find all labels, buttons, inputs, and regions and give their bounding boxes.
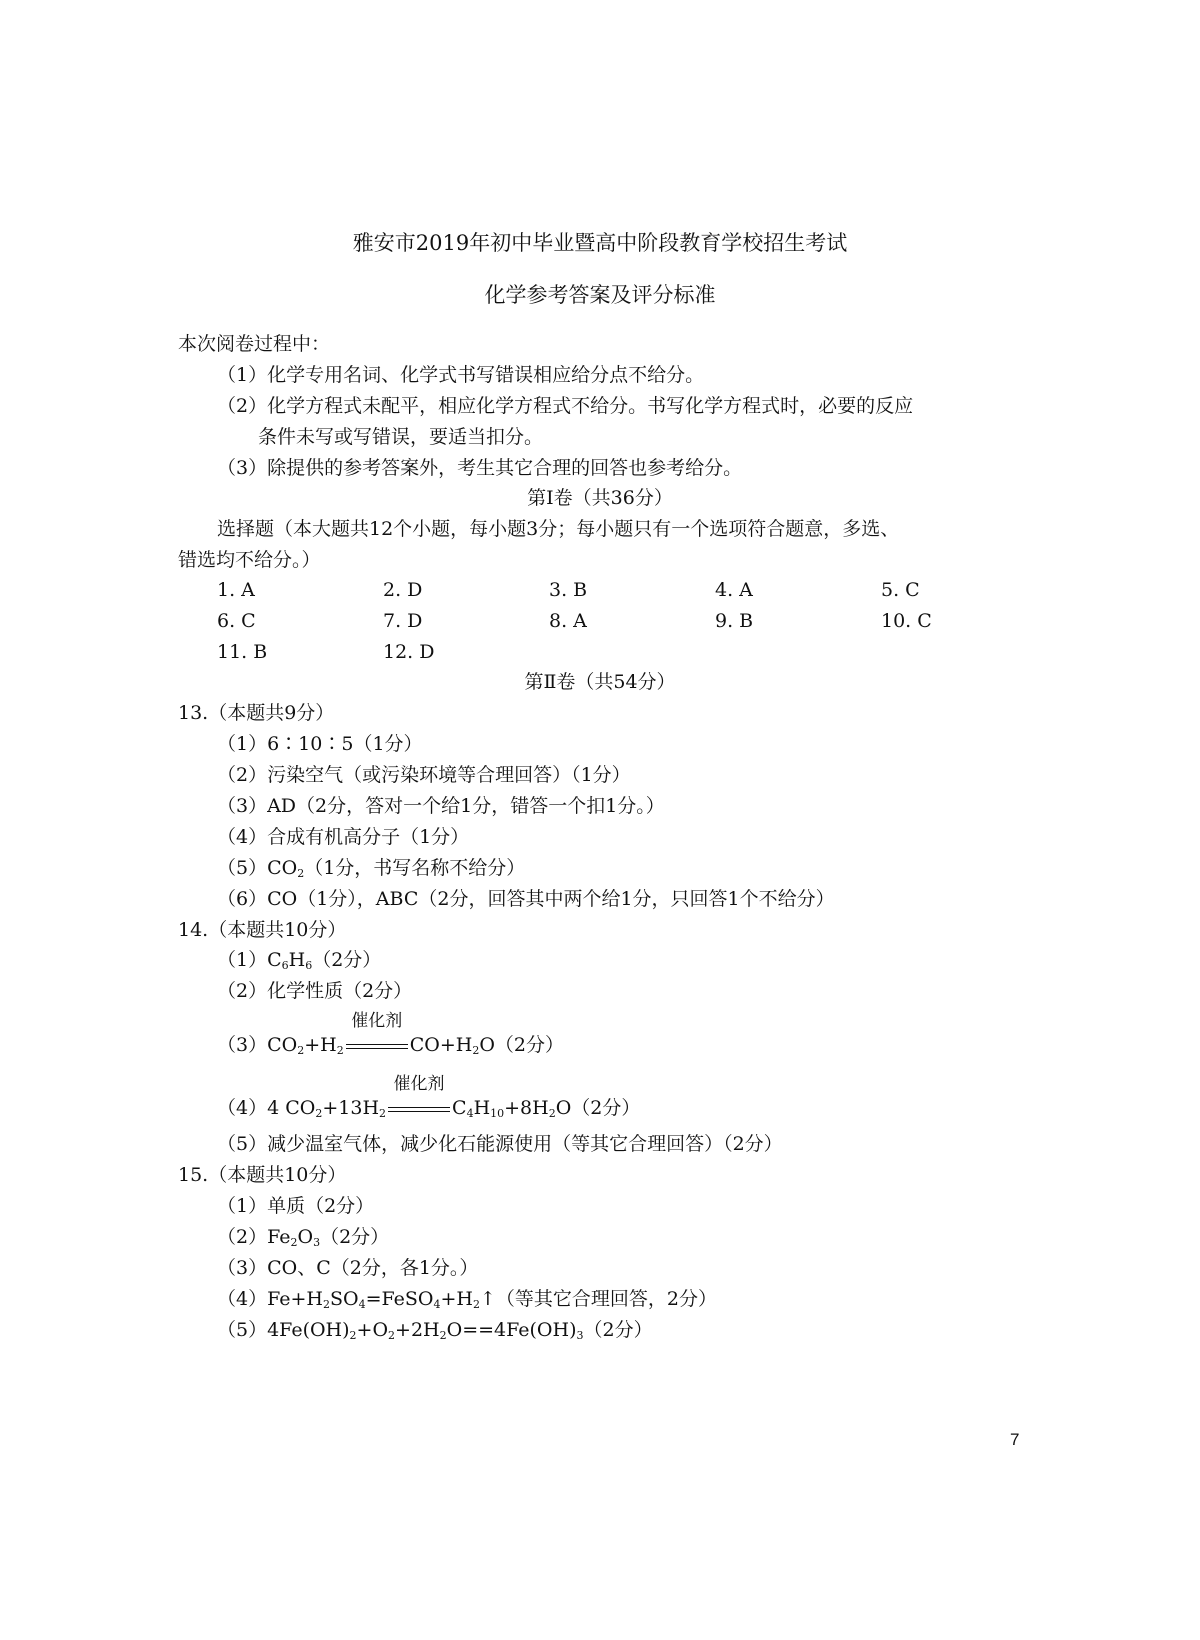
intro-heading: 本次阅卷过程中： bbox=[178, 333, 331, 355]
choice-answer: 1. A bbox=[217, 579, 255, 601]
q13-answer-3: （3）AD（2分，答对一个给1分，错答一个扣1分。） bbox=[217, 795, 665, 817]
q15-answer-1: （1）单质（2分） bbox=[217, 1195, 375, 1217]
choice-answer: 7. D bbox=[383, 610, 423, 632]
part1-description: 选择题（本大题共12个小题，每小题3分；每小题只有一个选项符合题意，多选、 bbox=[217, 518, 900, 540]
choice-answer: 3. B bbox=[549, 579, 588, 601]
choice-answer: 6. C bbox=[217, 610, 256, 632]
choice-answer: 8. A bbox=[549, 610, 587, 632]
q13-answer-1: （1）6∶10∶5（1分） bbox=[217, 733, 423, 755]
page-number: 7 bbox=[1010, 1430, 1020, 1449]
choice-answer: 5. C bbox=[881, 579, 920, 601]
rule-2: （2）化学方程式未配平，相应化学方程式不给分。书写化学方程式时，必要的反应 bbox=[217, 395, 914, 417]
q13-answer-4: （4）合成有机高分子（1分） bbox=[217, 826, 470, 848]
rule-2-continued: 条件未写或写错误，要适当扣分。 bbox=[258, 426, 544, 448]
choice-answer: 9. B bbox=[715, 610, 754, 632]
choice-answer: 10. C bbox=[881, 610, 932, 632]
catalyst-equals-sign: 催化剂 bbox=[388, 1095, 450, 1121]
q14-answer-2: （2）化学性质（2分） bbox=[217, 980, 413, 1002]
choice-answer: 2. D bbox=[383, 579, 423, 601]
rule-1: （1）化学专用名词、化学式书写错误相应给分点不给分。 bbox=[217, 364, 705, 386]
document-subtitle: 化学参考答案及评分标准 bbox=[484, 283, 716, 307]
q15-answer-2: $(2)Fe_2O_3(2$分） bbox=[217, 1226, 390, 1249]
q15-title: 15.（本题共10分） bbox=[178, 1164, 347, 1186]
q15-answer-3: （3）CO、C（2分，各1分。） bbox=[217, 1257, 479, 1279]
q13-title: 13.（本题共9分） bbox=[178, 702, 335, 724]
q14-answer-3: $(3)CO_2+H_2$ 催化剂 $CO+H_2O(2$分） bbox=[217, 1011, 564, 1057]
q14-answer-5: （5）减少温室气体，减少化石能源使用（等其它合理回答）（2分） bbox=[217, 1133, 783, 1155]
q14-title: 14.（本题共10分） bbox=[178, 919, 347, 941]
part1-heading: 第Ⅰ卷（共36分） bbox=[527, 487, 673, 509]
choice-answer: 4. A bbox=[715, 579, 753, 601]
q14-answer-1: $(1)C_6H_6(2$分） bbox=[217, 949, 382, 972]
catalyst-equals-sign: 催化剂 bbox=[346, 1032, 408, 1058]
choice-answer: 11. B bbox=[217, 641, 268, 663]
q14-answer-4: （4）4 $CO_2+13H_2$ 催化剂 $C_4H_{10}+8H_2O(2$分） bbox=[217, 1074, 641, 1120]
part1-description-continued: 错选均不给分。） bbox=[178, 549, 321, 571]
part2-heading: 第Ⅱ卷（共54分） bbox=[524, 671, 676, 693]
document-title: 雅安市2019年初中毕业暨高中阶段教育学校招生考试 bbox=[352, 231, 848, 255]
rule-3: （3）除提供的参考答案外，考生其它合理的回答也参考给分。 bbox=[217, 457, 743, 479]
q13-answer-5: $(5)CO_2(1$分，书写名称不给分） bbox=[217, 857, 526, 880]
q15-answer-4: $(4)Fe+H_2SO_4=FeSO_4+H_2↑$（等其它合理回答，2分） bbox=[217, 1288, 717, 1311]
q15-answer-5: $(5)4Fe(OH)_2+O_2+2H_2O==4Fe(OH)_3(2$分） bbox=[217, 1319, 653, 1342]
q13-answer-2: （2）污染空气（或污染环境等合理回答）（1分） bbox=[217, 764, 631, 786]
q13-answer-6: （6）CO（1分），ABC（2分，回答其中两个给1分，只回答1个不给分） bbox=[217, 888, 835, 910]
choice-answer: 12. D bbox=[383, 641, 435, 663]
